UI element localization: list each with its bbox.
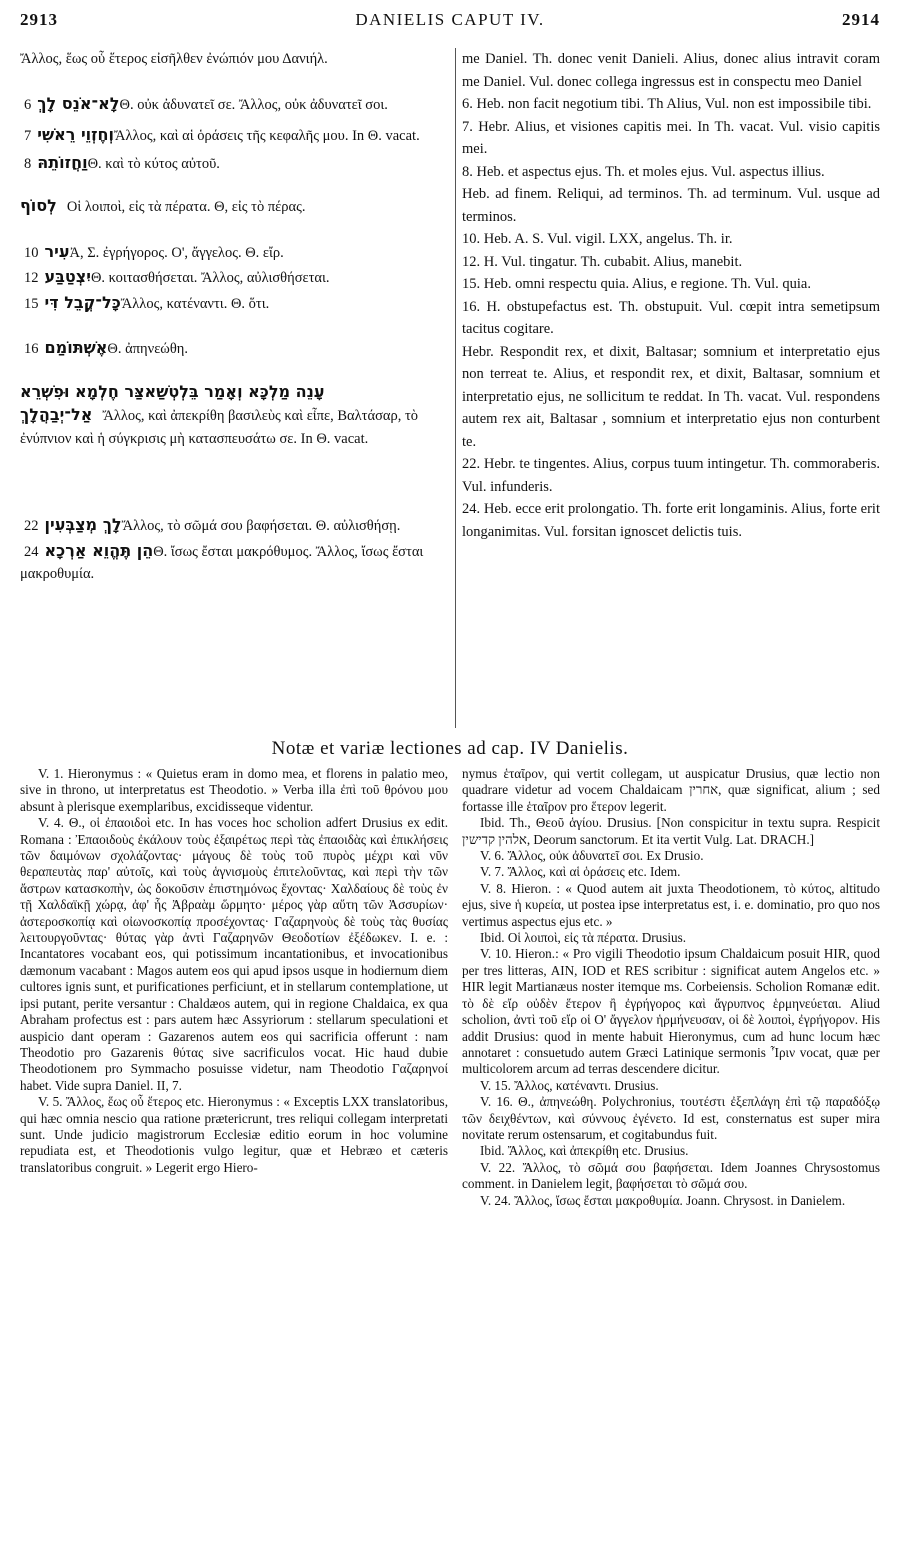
variant-greek: Ἄλλος, καὶ αἱ ὁράσεις τῆς κεφαλῆς μου. In Θ. vacat.	[114, 128, 420, 144]
variant-greek: Θ. καὶ τὸ κύτος αὐτοῦ.	[87, 155, 220, 172]
variant-entry	[20, 241, 448, 265]
variant-greek: Θ. ἀπηνεώθη.	[107, 341, 188, 357]
variant-entry	[20, 152, 448, 176]
page-number-left: 2913	[20, 10, 58, 29]
note-paragraph: V. 24. Ἄλλος, ἴσως ἔσται μακροθυμία. Joann. Chrysost. in Danielem.	[480, 1192, 846, 1208]
verse-number: 6	[24, 96, 32, 113]
verse-number: 22	[24, 518, 39, 534]
variant-entry	[20, 48, 448, 71]
hebrew-lemma: כָּל־קֳבֵל דִּי	[44, 292, 121, 312]
hebrew-lemma: לְסוֹף	[20, 196, 57, 215]
verse-number: 15	[24, 295, 39, 312]
hebrew-lemma: לָךְ מְצַבְּעִין	[44, 515, 122, 534]
variant-entry	[20, 292, 448, 316]
note-paragraph: V. 1. Hieronymus : « Quietus eram in domo mea, et florens in palatio meo, sive in throno, ut interpretatus est Theodotio. » Verba illa ἐπὶ τοῦ θρόνου μου absunt à plerisque exemplaribus, excidisseque videntur.	[20, 766, 448, 814]
translation-paragraph: 22. Hebr. te tingentes. Alius, corpus tuum intingetur. Th. commoraberis. Vul. infunderis.	[462, 456, 880, 495]
note-paragraph: V. 16. Θ., ἀπηνεώθη. Polychronius, τουτέστι ἐξεπλάγη ἐπὶ τῷ παραδόξῳ τῶν δειχθέντων, καὶ σύννους ἐγένετο. Id est, consternatus est super mira novitate rerum ostensarum, et cogitabundus fuit.	[462, 1094, 880, 1142]
column-divider	[455, 48, 456, 728]
notes-column-left	[20, 766, 448, 1176]
notes-column-right	[462, 766, 880, 1209]
verse-number: 10	[24, 244, 39, 261]
verse-number: 12	[24, 270, 39, 286]
note-paragraph: V. 15. Ἄλλος, κατέναντι. Drusius.	[480, 1077, 659, 1093]
note-paragraph: V. 4. Θ., οἱ ἐπαοιδοὶ etc. In has voces hoc scholion adfert Drusius ex edit. Romana : Ἐπαοιδοὺς ἐκάλουν τοὺς ἐξαιρέτως περὶ τὰς ἐπαοιδὰς καὶ ἐπικλήσεις τῶν δαιμόνων σχολάζοντας· μάγους δὲ τοὺς τοῦ πυρὸς μέχρι καὶ νῦν θεραπευτὰς παρ' αὐτοῖς, καὶ τοὺς ἁγνισμοὺς ἐπιτελοῦντας, καὶ περὶ τὴν τῶν ἄστρων κατασκοπὴν, ὡς δοκοῦσιν ἐπιστημόνως ἔχοντας· Χαλδαίους δὲ τοὺς ἐν τῇ Χαλδαϊκῇ χώρᾳ, ἀφ' ἧς Ἀβραὰμ ὥρμητο· μέρος γὰρ αὕτη τῶν Ἀσσυρίων· ἀστεροσκοπίᾳ καὶ οἰωνοσκοπίᾳ προσέχοντας· Γαζαρηνοὺς δὲ τοὺς τὰς θυσίας λειτουργοῦντας· θύτας γὰρ ἀντὶ Γαζαρηνῶν Θεοδοτίων ἐξέδωκεν. I. e. : Incantatores vocabant eos, qui potissimum incantationibus, et invocationibus dæmonum vacabant : Magos autem eos qui apud ipsos usque in hodiernum diem cultores ignis sunt, et purificationes perficiunt, et in stellarum contemplatione, ut ipsi putant, perite versantur : Chaldæos autem, qui in regione Chaldaica, ex qua Abraham profectus est : pars autem hæc Assyriorum : stellarum speculationi et auspicio dant operam : Gazarenos autem eos qui sacrificia offerunt : nam Theodotio pro Gazarenis θύτας sive sacrificulos vocat. Hic haud dubie Theodotionem pro Symmacho posuisse videtur, nam Theodotio Γαζαρηνοί habet. Vide supra Daniel. II, 7.	[20, 815, 448, 1093]
translation-paragraph: 16. H. obstupefactus est. Th. obstupuit. Vul. cœpit intra semetipsum tacitus cogitare.	[462, 298, 880, 337]
note-paragraph: V. 6. Ἄλλος, οὐκ ἀδυνατεῖ σοι. Ex Drusio.	[480, 848, 704, 864]
note-paragraph: Ibid. Ἄλλος, καὶ ἀπεκρίθη etc. Drusius.	[480, 1143, 689, 1159]
translation-paragraph: Heb. ad finem. Reliqui, ad terminos. Th. ad terminum. Vul. usque ad terminos.	[462, 186, 880, 225]
variant-entry	[20, 266, 448, 290]
note-paragraph: nymus ἑταῖρον, qui vertit collegam, ut auspicatur Drusius, quæ lectio non quadrare videtur ad vocem Chaldaicam אחרין, quæ significat, alium ; sed fortasse ille ἑταῖρον pro ἕτερον legerit.	[462, 766, 880, 814]
note-paragraph: Ibid. Th., Θεοῦ ἁγίου. Drusius. [Non conspicitur in textu supra. Respicit אלהין קדישין, Deorum sanctorum. Et ita vertit Vulg. Lat. DRACH.]	[462, 815, 880, 847]
translation-paragraph: 10. Heb. A. S. Vul. vigil. LXX, angelus. Th. ir.	[462, 231, 733, 247]
variant-greek: Ἄλλος, τὸ σῶμά σου βαφήσεται. Θ. αὐλισθήσῃ.	[121, 518, 401, 534]
variant-entry	[20, 93, 448, 117]
translation-paragraph: 24. Heb. ecce erit prolongatio. Th. forte erit longaminis. Alius, forte erit longanimitas. Vul. forsitan ignoscet delictis tuis.	[462, 501, 880, 540]
note-paragraph: V. 7. Ἄλλος, καὶ αἱ ὁράσεις etc. Idem.	[480, 864, 681, 880]
variant-entry	[20, 540, 448, 586]
note-paragraph: V. 8. Hieron. : « Quod autem ait juxta Theodotionem, τὸ κύτος, altitudo ejus, sive ἡ κυρεία, ut postea ipse interpretatus est, i. e. dominatio, pro quo nos vertimus aspectus ejus etc. »	[462, 880, 880, 929]
variant-entry	[20, 124, 448, 148]
variant-entry	[20, 514, 448, 538]
notes-section-title: Notæ et variæ lectiones ad cap. IV Danielis.	[271, 738, 629, 759]
translation-paragraph: 15. Heb. omni respectu quia. Alius, e regione. Th. Vul. quia.	[462, 276, 811, 292]
translation-paragraph: 12. H. Vul. tingatur. Th. cubabit. Alius, manebit.	[462, 253, 743, 270]
variant-entry	[20, 195, 448, 219]
variant-greek: Ἀ, Σ. ἐγρήγορος. Ο', ἄγγελος. Θ. εἴρ.	[69, 244, 284, 261]
hebrew-lemma: יִצְטַבַּע	[44, 267, 91, 286]
note-paragraph: Ibid. Οἱ λοιποὶ, εἰς τὰ πέρατα. Drusius.	[480, 930, 687, 946]
translation-paragraph: 8. Heb. et aspectus ejus. Th. et moles ejus. Vul. aspectus illius.	[462, 163, 825, 180]
note-paragraph: V. 10. Hieron.: « Pro vigili Theodotio ipsum Chaldaicum posuit HIR, quod per tres litteras, AIN, IOD et RES scribitur : significat autem Angelos etc. » HIR legit Martianæus noster itemque ms. Corbeiensis. Scholion Romanæ edit. τὸ δὲ εἴρ οὐδὲν ἕτερον ἢ ἐγρήγορος καὶ ἄγρυπνος ἑρμηνεύεται. Aliud scholion, ἀντὶ τοῦ εἴρ οἱ Ο' ἄγγελον ἡρμήνευσαν, οἱ δὲ λοιποὶ, ἐγρήγορον. His addit Drusius: quod in mente habuit Hieronymus, cum ad hunc locum hæc annotaret : consuetudo autem Græci Latinique sermonis Ἶριν vocat, quæ per multicolorem arcum ad terras descendere dicitur.	[462, 946, 880, 1077]
hebrew-lemma: הֵן תֶּהֱוֵא אַרְכָא	[44, 540, 154, 560]
variant-greek: Θ. ἴσως ἔσται μακρόθυμος. Ἄλλος, ἴσως ἔσται μακροθυμία.	[20, 543, 424, 582]
greek-variants-column	[20, 48, 448, 586]
verse-number: 24	[24, 543, 39, 560]
variant-entry	[20, 381, 448, 451]
variant-greek: Οἱ λοιποὶ, εἰς τὰ πέρατα. Θ, εἰς τὸ πέρας.	[66, 199, 306, 215]
translation-paragraph: Hebr. Respondit rex, et dixit, Baltasar; somnium et interpretatio ejus non terreat te. Alius, et respondit rex, et dixit, Baltasar, somnium et interpretatio ejus, ne sollicitum te reddat. In Th. vacat. Vul. respondens autem rex ait, Baltasar , somnium et interpretatio ejus non conturbent te.	[462, 343, 880, 450]
hebrew-lemma: עָנֵה מַלְכָּא וְאָמַר בֵּלְטְשַׁאצַּר חֶלְמָא וּפִשְׁרֵא אַל־יְבַהֲלָךְ	[20, 381, 325, 424]
running-title: DANIELIS CAPUT IV.	[355, 10, 545, 29]
variant-greek: Ἄλλος, καὶ ἀπεκρίθη βασιλεὺς καὶ εἶπε, Βαλτάσαρ, τὸ ἐνύπνιον καὶ ἡ σύγκρισις μὴ κατασπευσάτω σε. In Θ. vacat.	[20, 408, 419, 447]
page-header	[20, 10, 880, 36]
variant-greek: Ἄλλος, κατέναντι. Θ. ὅτι.	[120, 295, 270, 312]
variant-entry	[20, 337, 448, 361]
hebrew-lemma: אֶשְׁתּוֹמַם	[44, 338, 108, 357]
note-paragraph: V. 5. Ἄλλος, ἕως οὗ ἕτερος etc. Hieronymus : « Exceptis LXX translatoribus, qui hæc omnia nescio qua ratione prætericrunt, tres reliqui collegam interpretati sunt. Unde judicio magistrorum Ecclesiæ editio eorum in hoc volumine repudiata est, et Theodotionis vulgo legitur, quæ et Hebræo et cæteris translatoribus congruit. » Legerit ergo Hiero-	[20, 1094, 448, 1175]
translation-paragraph: 7. Hebr. Alius, et visiones capitis mei. In Th. vacat. Vul. visio capitis mei.	[462, 118, 880, 157]
hebrew-lemma: עִיר	[44, 241, 70, 261]
latin-translation-column	[462, 48, 880, 543]
variant-greek: Θ. οὐκ ἀδυνατεῖ σε. Ἄλλος, οὐκ ἀδυνατεῖ σοι.	[119, 96, 388, 113]
variant-greek: Ἄλλος, ἕως οὗ ἕτερος εἰσῆλθεν ἐνώπιόν μου Δανιήλ.	[20, 51, 328, 67]
hebrew-lemma: וְחֶזְוֵי רֵאשִׁי	[37, 125, 115, 144]
verse-number: 16	[24, 341, 39, 357]
hebrew-lemma: וַחֲזוֹתֵהּ	[37, 152, 88, 172]
page-number-right: 2914	[842, 10, 880, 29]
note-paragraph: V. 22. Ἄλλος, τὸ σῶμά σου βαφήσεται. Idem Joannes Chrysostomus comment. in Danielem legit, βαφήσεται τὸ σῶμά σου.	[462, 1159, 880, 1192]
variant-greek: Θ. κοιτασθήσεται. Ἄλλος, αὐλισθήσεται.	[90, 270, 330, 286]
verse-number: 7	[24, 128, 32, 144]
verse-number: 8	[24, 155, 32, 172]
hebrew-lemma: לָא־אֹנֵס לָךְ	[37, 93, 120, 113]
translation-paragraph: 6. Heb. non facit negotium tibi. Th Alius, Vul. non est impossibile tibi.	[462, 96, 872, 112]
translation-paragraph: me Daniel. Th. donec venit Danieli. Alius, donec alius intravit coram me Daniel. Vul. donec collega ingressus est in conspectu meo Daniel	[462, 51, 880, 90]
